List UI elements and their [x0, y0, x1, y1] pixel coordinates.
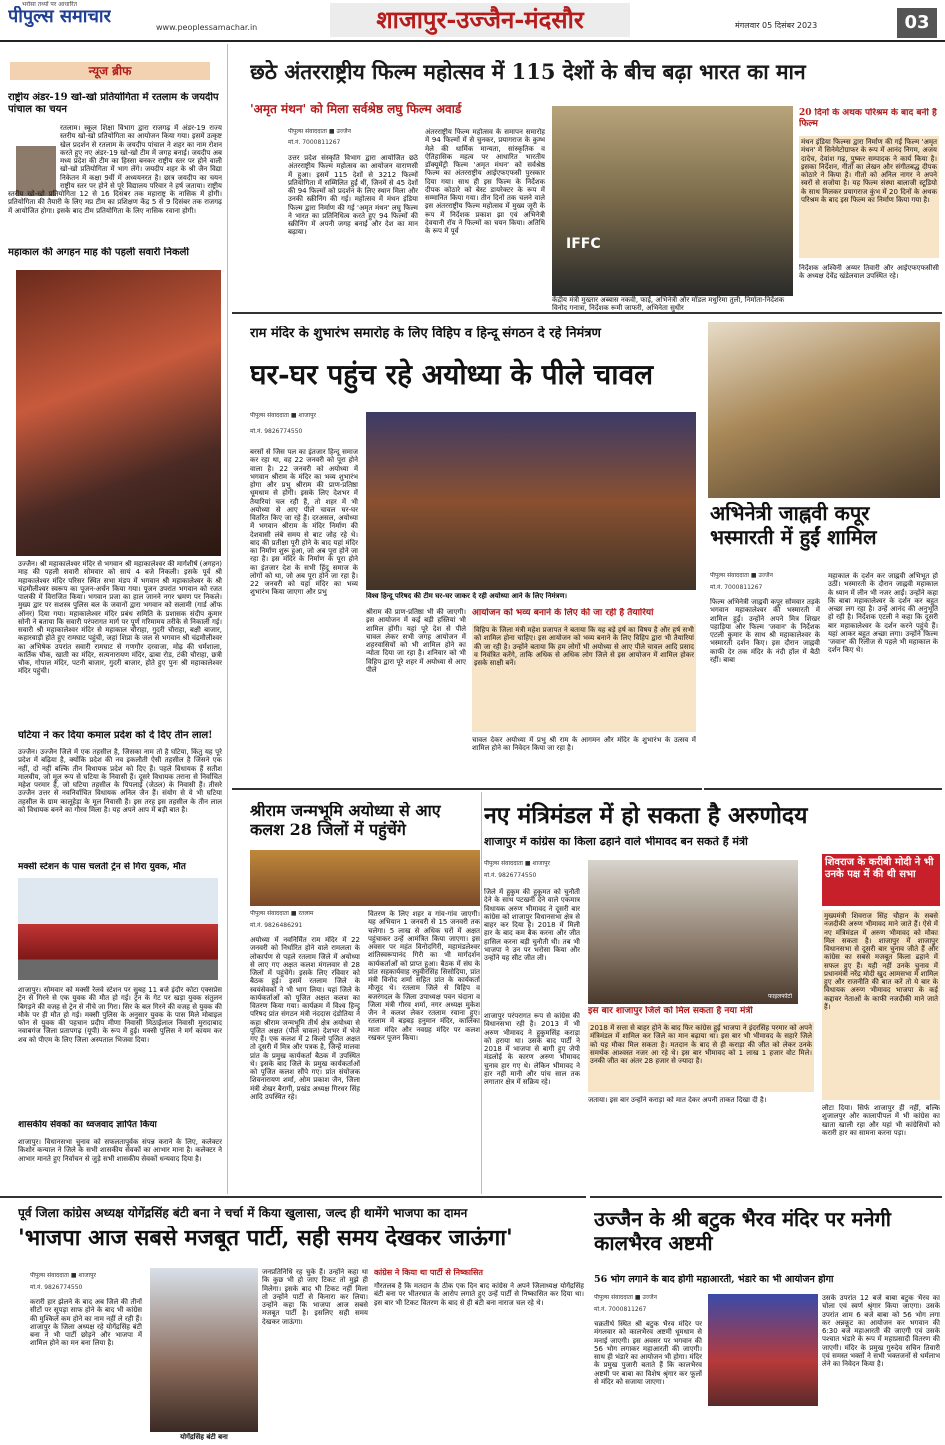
- bjp-story: [0, 1196, 586, 1445]
- bjp-mobile: मो.नं. 9826774550: [30, 1284, 83, 1291]
- batuk-mobile: मो.नं. 7000811267: [594, 1306, 647, 1313]
- ram-group-photo: [366, 412, 696, 590]
- film-award-photo: [552, 106, 793, 296]
- kalash-mobile: मो.नं. 9826486291: [250, 922, 303, 929]
- batuk-story: [590, 1196, 942, 1445]
- brand-tagline: भरोसा तथ्यों पर आधारित: [22, 1, 77, 8]
- kho-headline: राष्ट्रीय अंडर-19 खो-खो प्रतियोगिता में रतलाम के जयदीप पांचाल का चयन: [8, 92, 219, 115]
- film-caption: केंद्रीय मंत्री मुख्तार अब्बास नकवी, फाईं, अभिनेत्री और मॉडल मधुरिमा तुली, निर्माता-निर्देशक विनोद गनात्रा, निर्देशक रूमी जाफरी, अभिनेता सुधीर: [552, 296, 785, 313]
- mantri-headline: नए मंत्रिमंडल में हो सकता है अरुणोदय: [484, 802, 808, 829]
- mantri-side-body: मुख्यमंत्री शिवराज सिंह चौहान के सबसे नजदीकी अरुण भीमावद माने जाते हैं। ऐसे में नए मंत्रिमंडल में अरुण भीमावद को मौका मिल सकता है। शाजापुर में शाजापुर विधानसभा से दूसरी बार चुनाव जीते हैं और कांग्रेस का सबसे मजबूत किला ढहाने में सफल हुए हैं। यही नहीं उनके चुनाव में प्रधानमंत्री नरेंद्र मोदी खुद आमसभा में शामिल हुए और राजनीति की बात करें तो ये बार के विधायक अरुण भीमावद भाजपा के कई कद्दावर नेताओं के काफी नजदीकी माने जाते हैं।: [822, 910, 940, 1100]
- batuk-col1: चक्रतीर्थ स्थित श्री बटुक भैरव मंदिर पर मंगलवार को कालभैरव अष्टमी धूमधाम से मनाई जाएगी। इस अवसर पर भगवान की 56 भोग लगाकर महाआरती की जाएगी। साथ ही भंडारे का आयोजन भी होगा। मंदिर के प्रमुख पुजारी बताते हैं कि कालभैरव अष्टमी पर बाबा का विशेष श्रृंगार कर फूलों से मंदिर को सजाया जाएगा।: [594, 1320, 702, 1386]
- page-number: 03: [897, 8, 937, 38]
- janhvi-photo: [708, 322, 940, 498]
- janhvi-col1: फिल्म अभिनेत्री जाह्नवी कपूर सोमवार तड़के भगवान महाकालेश्वर की भस्मारती में शामिल हुईं। उन्होंने अपने मित्र शिखर पहाड़िया और फिल्म 'जवान' के निर्देशक एटली कुमार के साथ श्री महाकालेश्वर के भस्मारती दर्शन किए। इस दौरान जाह्नवी काफी देर तक मंदिर के नंदी हॉल में बैठी रहीं। बाबा: [710, 598, 820, 664]
- janhvi-mobile: मो.नं. 7000811267: [710, 584, 763, 591]
- mantri-tail2: लौटा दिया। सिर्फ शाजापुर ही नहीं, बल्कि शुजालपुर और कालापीपल में भी कांग्रेस का खाता खाली रहा और यहां भी कांग्रेसियों को करारी हार का सामना करना पड़ा।: [822, 1104, 940, 1137]
- photo-credit: फाइलफोटो: [768, 992, 792, 1000]
- brand-logo: पीपुल्स समाचार: [8, 6, 111, 27]
- film-mobile: मो.नं. 7000811267: [288, 139, 341, 146]
- issue-date: मंगलवार 05 दिसंबर 2023: [735, 21, 818, 30]
- website-url[interactable]: www.peoplessamachar.in: [156, 23, 258, 32]
- batuk-subhead: 56 भोग लगाने के बाद होगी महाआरती, भंडारे का भी आयोजन होगा: [594, 1274, 834, 1285]
- mantri-tail1: जताया। इस बार उन्होंने कराड़ा को मात देकर अपनी ताकत दिखा दी है।: [588, 1096, 767, 1104]
- ghatiya-headline: घटिया ने कर दिया कमाल प्रदेश को दे दिए तीन लाल!: [18, 730, 213, 741]
- kalash-headline: श्रीराम जन्मभूमि अयोध्या से आए कलश 28 जिलों में पहुंचेंगे: [250, 802, 441, 839]
- kalash-col2: वितरण के लिए शहर व गांव-गांव जाएगी। यह अभियान 1 जनवरी से 15 जनवरी तक चलेगा। 5 लाख से अधिक घरों में अक्षत पहुंचाकर उन्हें आमंत्रित किया जाएगा। इस अवसर पर महंत विनोदगिरी, महामंडलेश्वर शांतिस्वरूपानंद गिरी का भी मार्गदर्शन कार्यकर्ताओं को प्राप्त हुआ। बैठक में संघ के प्रांत सहकार्यवाह रघुवीरसिंह सिसोदिया, प्रांत मंत्री विनोद शर्मा सहित प्रांत के कार्यकर्ता मौजूद थे। रतलाम जिले से विहिप व बजरंगदल के जिला उपाध्यक्ष पवन चंदाना व जिला मंत्री गौरव शर्मा, नगर अध्यक्ष मुकेश जैन ने कलश लेकर रतलाम रवाना हुए। रतलाम में बड़बड़ हनुमान मंदिर, कालिका माता मंदिर और नवग्रह मंदिर पर कलश रखकर पूजन किया।: [368, 910, 480, 1042]
- batuk-byline: पीपुल्स संवाददाता ■ उज्जैन: [594, 1294, 657, 1301]
- banti-caption: योगेंद्रसिंह बंटी बना: [180, 1433, 228, 1441]
- ram-subhead: आयोजन को भव्य बनाने के लिए की जा रही है तैयारियां: [472, 608, 654, 618]
- ram-byline: पीपुल्स संवाददाता ■ शाजापुर: [250, 412, 316, 419]
- iffc-logo-text: IFFC: [566, 236, 601, 252]
- batuk-headline: उज्जैन के श्री बटुक भैरव मंदिर पर मनेगी कालभैरव अष्टमी: [594, 1208, 891, 1255]
- mantri-col1: जिले में हुकुम की हुकूमत को चुनौती देने के साथ पटखनी देने वाले एकमात्र विधायक अरुण भीमावद ने दूसरी बार कांग्रेस को शाजापुर विधानसभा क्षेत्र से बाहर कर दिया है। 2018 में मिली हार के बाद कम बैक करना और जीत हासिल करना बड़ी चुनौती थी। तब भी भाजपा ने उन पर भरोसा किया और उन्होंने यह सीट जीत ली।: [484, 888, 580, 962]
- ram-story: [232, 316, 702, 790]
- film-col2: अंतरराष्ट्रीय फिल्म महोत्सव के समापन समारोह में 94 फिल्मों में से चुनकर, प्रयागराज के कुम्भ मेले की धार्मिक मान्यता, सांस्कृतिक व ऐतिहासिक महत्व पर आधारित भारतीय डॉक्यूमेंट्री फिल्म 'अमृत मंथन' को सर्वश्रेष्ठ फिल्म का अंतरराष्ट्रीय आईएफएफसी पुरस्कार दिया गया। साथ ही इस फिल्म के निर्देशक दीपक कोठारे को बेस्ट डायरेक्टर के रूप में सम्मानित किया गया। तीन दिनों तक चलने वाले इस अंतरराष्ट्रीय फिल्म महोत्सव में मुख्य जूरी के रूप में निर्देशक प्रकाश झा एवं अभिनेत्री देवयानी रॉय ने फिल्मों का चयन किया। अतिथि के रूप में पूर्व: [425, 128, 545, 235]
- janhvi-col2: महाकाल के दर्शन कर जाह्नवी अभिभूत हो उठीं। भस्मारती के दौरान जाह्नवी महाकाल के ध्यान में लीन भी नजर आईं। उन्होंने कहा कि बाबा महाकालेश्वर के दर्शन कर बहुत अच्छा लग रहा है। उन्हें आनंद की अनुभूति हो रही है। निर्देशक एटली ने कहा कि दूसरी बार महाकालेश्वर के दर्शन करने पहुंचे हैं। यहां आकर बहुत अच्छा लगा। उन्होंने फिल्म 'जवान' की रिलीज से पहले भी महाकाल के दर्शन किए थे।: [828, 572, 938, 655]
- kalash-col1: अयोध्या में नवनिर्मित राम मंदिर में 22 जनवरी को निर्धारित होने वाले रामलला के लोकार्पण से पहले रतलाम जिले में अयोध्या से लाए गए अक्षत कलश मंगलवार से 28 जिलों में पहुंचेंगे। इसके लिए रविवार को बैठक हुई। इसमें रतलाम जिले के स्वयंसेवकों ने भी भाग लिया। यहां जिले के कार्यकर्ताओं को पूजित अक्षत कलश का वितरण किया गया। कार्यक्रम में विश्व हिन्दू परिषद प्रांत संगठन मंत्री नंददास दंडोतिया ने कहा श्रीराम जन्मभूमि तीर्थ क्षेत्र अयोध्या से पूजित अक्षत (पीले चावल) देशभर में भेजे गए हैं। एक कलश में 2 किलो पूजित अक्षत तो दूसरी में मित्र और पत्रक है, जिन्हें मालवा प्रांत के प्रमुख कार्यकर्ता बैठक में उपस्थित थे। इसके बाद जिले के प्रमुख कार्यकर्ताओं को पूजित कलश सौंपे गए। प्रांत संयोजक शिवनारायण शर्मा, ओम प्रकाश जैन, जिला मंत्री शेखर बैरागी, प्रखंड अध्यक्ष गिरधर सिंह आदि उपस्थित रहे।: [250, 936, 360, 1101]
- mantri-photo: [588, 860, 798, 1004]
- train-photo: [18, 878, 218, 980]
- mantri-col2: शाजापुर परंपरागत रूप से कांग्रेस की विधानसभा रही है। 2013 में भी अरुण भीमावद ने हुकुमसिंह कराड़ा को हराया था। उसके बाद पार्टी ने 2018 में भाजपा से बागी हुए जेपी मंडलोई के कारण अरुण भीमावद चुनाव हार गए थे। लेकिन भीमावद ने हार नहीं मानी और पांच साल तक लगातार क्षेत्र में सक्रिय रहे।: [484, 1012, 580, 1086]
- mantri-bar-head: इस बार शाजापुर जिले को मिल सकता है नया मंत्री: [588, 1006, 753, 1016]
- mahakal-body: उज्जैन। श्री महाकालेश्वर मंदिर से भगवान श्री महाकालेश्वर की मार्गशीर्ष (अगहन) माह की पहली सवारी सोमवार को सायं 4 बजे निकली। इसके पूर्व श्री महाकालेश्वर मंदिर परिसर स्थित सभा मंडप में भगवान श्री महाकालेश्वर के श्री चंद्रमौलीश्वर स्वरूप का पूजन-अर्चन किया गया। पूजन उपरांत भगवान को रजत पालकी में विराजित किया। भगवान प्रजा का हाल जानने नगर भ्रमण पर निकले। मुख्य द्वार पर सशस्त्र पुलिस बल के जवानों द्वारा भगवान को सलामी (गार्ड ऑफ ऑनर) दिया गया। महाकालेश्वर मंदिर प्रबंध समिति के प्रशासक संदीप कुमार सोनी ने बताया कि सवारी परंपरागत मार्ग पर पूर्ण गरिमामय तरीके से निकाली गई। सवारी श्री महाकालेश्वर मंदिर से महाकाल चौराहा, गुदरी चौराहा, बक्षी बाजार, कहारवाड़ी होते हुए रामघाट पहुंची, जहां शिप्रा के जल से भगवान श्री चंद्रमौलीश्वर का अभिषेक उपरांत सवारी रामघाट से गणगौर दरवाजा, मोढ़ की धर्मशाला, कार्तिक चौक, खाती का मंदिर, सत्यनारायण मंदिर, ढाबा रोड, टंकी चौराहा, छत्री चौक, गोपाल मंदिर, पटनी बाजार, गुदरी बाजार, होते हुए पुनः श्री महाकालेश्वर मंदिर पहुंची।: [18, 560, 222, 676]
- ram-col1: बरसों से जिस पल का इंतजार हिन्दू समाज कर रहा था, वह 22 जनवरी को पूरा होने वाला है। 22 जनवरी को अयोध्या में भगवान श्रीराम के मंदिर का भव्य शुभारंभ होगा और प्रभु श्रीराम की प्राण-प्रतिष्ठा धूमधाम से होगी। इसके लिए देशभर में तैयारियां चल रही हैं, तो शहर में भी अयोध्या से आए पीले चावल घर-घर वितरित किए जा रहे हैं। दरअसल, अयोध्या में भगवान श्रीराम के मंदिर निर्माण की देशवासी लंबे समय से बाट जोह रहे थे। बाद की प्रतीक्षा पूरी होने के बाद यहां मंदिर का निर्माण शुरू हुआ, जो अब पूरा होने जा रहा है। इस मंदिर के निर्माण के पूरा होने का इंतजार देश के सभी हिंदू समाज के लोगों को था, जो अब पूरा होने जा रहा है। 22 जनवरी को यहां मंदिर का भव्य शुभारंभ किया जाएगा और प्रभु: [250, 448, 358, 597]
- mahakal-headline: महाकाल की अगहन माह की पहली सवारी निकली: [8, 247, 189, 258]
- mantri-story: [484, 792, 942, 1194]
- ram-col2: श्रीराम की प्राण-प्रतिष्ठा भी की जाएगी। इस आयोजन में कई बड़ी हस्तियां भी शामिल होंगी। यहां पूरे देश से पीले चावल लेकर सभी जगह आयोजन में शहरवासियों को भी शामिल होने का न्योता दिया जा रहा है। शनिवार को भी विहिप द्वारा पूरे शहर में अयोध्या से आए पीले: [366, 608, 466, 674]
- ram-kicker: राम मंदिर के शुभारंभ समारोह के लिए विहिप व हिन्दू संगठन दे रहे निमंत्रण: [250, 326, 601, 341]
- janhvi-story: [704, 316, 942, 790]
- bjp-col1: करारी हार झेलने के बाद अब जिले की तीनों सीटों पर सूपड़ा साफ होने के बाद भी कांग्रेस की मुश्किलें कम होने का नाम नहीं ले रही हैं। शाजापुर के जिला अध्यक्ष रहे योगेंद्रसिंह बंटी बना ने भी पार्टी छोड़ने और भाजपा में शामिल होने का मन बना लिया है।: [30, 1298, 142, 1348]
- kho-body: रतलाम। स्कूल शिक्षा विभाग द्वारा राजगढ़ में अंडर-19 राज्य स्तरीय खो-खो प्रतियोगिता का आयोजन किया गया। इसमें उत्कृष्ट खेल प्रदर्शन से रतलाम के जयदीप पांचाल ने शहर का नाम रोशन करते हुए नए अंडर-19 खो-खो टीम में जगह बनाई। जयदीप अब मध्य प्रदेश की टीम का हिस्सा बनकर राष्ट्रीय स्तर पर होने वाली खो-खो प्रतियोगिता में भाग लेंगे। जयदीप शहर के श्री जैन विद्या निकेतन में कक्षा 9वीं में अध्ययनरत है। छात्र जयदीप का चयन राष्ट्रीय स्तर पर होने से पूरे विद्यालय परिवार ने हर्ष जताया। राष्ट्रीय स्तरीय खो-खो प्रतियोगिता 12 से 16 दिसंबर तक महाराष्ट्र के नासिक में होगी। प्रतियोगिता की तैयारी के लिए मप्र टीम का प्रशिक्षण केंद्र 5 से 9 दिसंबर तक राजगढ़ में आयोजित होगा। इसके बाद टीम प्रतियोगिता के लिए नासिक रवाना होगी।: [8, 124, 222, 215]
- janhvi-headline: अभिनेत्री जाह्नवी कपूर भस्मारती में हुईं शामिल: [710, 502, 877, 549]
- bjp-kicker: पूर्व जिला कांग्रेस अध्यक्ष योगेंद्रसिंह बंटी बना ने चर्चा में किया खुलासा, जल्द ही थामेंगे भाजपा का दामन: [18, 1206, 468, 1220]
- left-column: [0, 44, 228, 1194]
- mantri-subhead: शाजापुर में कांग्रेस का किला ढहाने वाले भीमावद बन सकते हैं मंत्री: [484, 836, 748, 848]
- film-side-body: मंथन इंडिया फिल्म्स द्वारा निर्माण की गई फिल्म 'अमृत मंथन' में सिनेमेटोग्राफर के रूप में आनंद निगम, अजय दादेच, देवांश गढ़, पुष्कर सम्पादक ने कार्य किया है। इसका निर्देशन, गीतों का लेखन और संगीतबद्ध दीपक कोठारे ने किया है। गीतों को अनिल नागर ने अपने स्वरों से सजोया है। यह फिल्म संस्था बालाजी स्टूडियो के साथ मिलकर प्रयागराज कुंभ में 20 दिनों के अथक परिश्रम के बाद इस फिल्म का निर्माण किया गया है।: [799, 136, 939, 258]
- film-col1: उत्तर प्रदेश संस्कृति विभाग द्वारा आयोजित छठे अंतरराष्ट्रीय फिल्म महोत्सव का आयोजन वाराणसी में हुआ। इसमें 115 देशों से 3212 फिल्मों प्रतियोगिता में सम्मिलित हुईं थीं, जिनमें से 45 देशों की 94 फिल्मों को प्रदर्शन के लिए स्थान मिला और उनकी स्क्रीनिंग की गई। महोत्सव में मंथन इंडिया फिल्म द्वारा निर्माण की गई 'अमृत मंथन' लघु फिल्म ने भारत का प्रतिनिधित्व करते हुए 94 फिल्मों की स्क्रीनिंग में अपनी जगह बनाई और देश का मान बढ़ाया।: [288, 154, 418, 237]
- bjp-col3: गौरतलब है कि मतदान के ठीक एक दिन बाद कांग्रेस ने अपने जिलाध्यक्ष योगेंद्रसिंह बंटी बना पर भीतरघात के आरोप लगाते हुए उन्हें पार्टी से निष्कासित कर दिया था। इस बार भी टिकट वितरण के बाद से ही बंटी बना नाराज चल रहे थे।: [374, 1282, 584, 1307]
- film-side-tail: निर्देशक अश्विनी अय्यर तिवारी और आईएफएफसीसी के अध्यक्ष देवेंद्र खंडेलवाल उपस्थित रहे।: [799, 264, 939, 281]
- mantri-byline: पीपुल्स संवाददाता ■ शाजापुर: [484, 860, 550, 867]
- mantri-mobile: मो.नं. 9826774550: [484, 872, 537, 879]
- ram-mobile: मो.नं. 9826774550: [250, 428, 303, 435]
- batuk-bhairav-photo: [708, 1294, 818, 1406]
- ram-col3: विहिप के जिला मंत्री महेश प्रजापत ने बताया कि यह बड़े हर्ष का विषय है और हर्ष सभी को शामिल होना चाहिए। इस आयोजन को भव्य बनाने के लिए विहिप द्वारा भी तैयारियां की जा रही है। उन्होंने बताया कि हम लोगों भी अयोध्या से आए पीले चावल आदि प्रसाद व निवंत्रित करेंगे, ताकि अधिक से अधिक लोग जिले से इस आयोजन में शामिल होकर इसके साक्षी बनें।: [472, 624, 696, 732]
- ram-col4: चावल देकर अयोध्या में प्रभु श्री राम के आगमन और मंदिर के शुभारंभ के उत्सव में शामिल होने का निवेदन किया जा रहा है।: [472, 736, 696, 753]
- film-subhead: 'अमृत मंथन' को मिला सर्वश्रेष्ठ लघु फिल्म अवार्ड: [250, 102, 462, 116]
- janhvi-byline: पीपुल्स संवाददाता ■ उज्जैन: [710, 572, 773, 579]
- film-headline: छठे अंतरराष्ट्रीय फिल्म महोत्सव में 115 देशों के बीच बढ़ा भारत का मान: [250, 60, 806, 84]
- shikshak-body: शाजापुर। विधानसभा चुनाव को सफलतापूर्वक संपन्न कराने के लिए, कलेक्टर किशोर कन्याल ने जिले के सभी शासकीय सेवकों का आभार माना है। कलेक्टर ने आभार मानते हुए निर्वाचन से जुड़े सभी शासकीय सेवकों धन्यवाद दिया है।: [18, 1138, 222, 1163]
- bjp-col2: जनप्रतिनिधि रह चुके हैं। उन्होंने कहा था कि कुछ भी हो जाए टिकट तो मुझे ही मिलेगा। इसके बाद भी टिकट नहीं मिला तो उन्होंने पार्टी से किनारा कर लिया। उन्होंने कहा कि भाजपा आज सबसे मजबूत पार्टी है। इसलिए सही समय देखकर जाऊंगा।: [262, 1268, 368, 1326]
- region-title: शाजापुर-उज्जैन-मंदसौर: [330, 3, 630, 37]
- film-byline: पीपुल्स संवाददाता ■ उज्जैन: [288, 128, 351, 135]
- ram-photo-caption: विश्व हिन्दू परिषद की टीम घर-घर जाकर दे रही अयोध्या आने के लिए निमंत्रण।: [366, 592, 568, 600]
- mantri-bar-body: 2018 में सत्ता से बाहर होने के बाद फिर कांग्रेस हुई भाजपा ने इंदरसिंह परमार को अपने मंत्रिमंडल में शामिल कर जिले का मान बढ़ाया था। इस बार भी भीमावद के सहारे जिले को यह मौका मिल सकता है। मतदान के बाद से ही कराड़ा की जीत को लेकर उनके समर्थक आश्वस्त नजर आ रहे थे। इस बार भीमावद को 1 लाख 1 हजार वोट मिले। उनकी जीत का अंतर 28 हजार से ज्यादा है।: [588, 1022, 814, 1092]
- ghatiya-body: उज्जैन। उज्जैन जिले में एक तहसील है, जिसका नाम तो है घटिया, किंतु यह पूरे प्रदेश में बढ़िया है, क्योंकि प्रदेश की नव इकलौती ऐसी तहसील है जिसने एक नहीं, दो नहीं बल्कि तीन विधायक प्रदेश को दिए हैं। पहले विधायक हैं सतीश मालवीय, जो मूल रूप से घटिया के निवासी हैं। दूसरे विधायक तराना से निर्वाचित महेश परमार हैं, जो घटिया तहसील के पिपलाई (जेठल) के निवासी हैं। तीसरे उज्जैन उत्तर से नवनिर्वाचित विधायक अनिल जैन हैं। संयोग से ये भी घटिया तहसील के ग्राम कालूहेड़ा के मूल निवासी हैं। इस तरह इस तहसील के तीन लाल को विधायक बनने का गौरव मिला है। यह अपने आप में बड़ी बात है।: [18, 748, 222, 814]
- mantri-side-head: शिवराज के करीबी मोदी ने भी उनके पक्ष में की थी सभा: [822, 854, 940, 906]
- train-body: शाजापुर। सोमवार को मक्सी रेलवे स्टेशन पर सुबह 11 बजे इंदौर कोटा एक्सप्रेस ट्रेन से गिरने से एक युवक की मौत हो गई। ट्रेन के गेट पर खड़ा युवक संतुलन बिगड़ने की वजह से ट्रेन से नीचे जा गिरा। सिर के बल गिरने की वजह से युवक की मौके पर ही मौत हो गई। मक्सी पुलिस के अनुसार युवक के पास मिले मोबाइल फोन से युवक की पहचान प्रदीप मीणा निवासी मिठाईलाल निवासी मुरादाबाद नवाबगंज जिला प्रतापगढ़ (यूपी) के रूप में हुई। मक्सी पुलिस ने मर्ग कायम कर शव को पीएम के लिए जिला अस्पताल भिजवा दिया।: [18, 986, 222, 1044]
- kalash-photo: [250, 850, 480, 906]
- masthead: [0, 0, 945, 42]
- bjp-byline: पीपुल्स संवाददाता ■ शाजापुर: [30, 1272, 96, 1279]
- news-brief-label: न्यूज ब्रीफ: [10, 62, 210, 80]
- banti-bana-photo: [150, 1268, 258, 1432]
- shikshak-headline: शासकीय सेवकों का ध्वजवाद ज्ञापित किया: [18, 1120, 157, 1130]
- bjp-headline: 'भाजपा आज सबसे मजबूत पार्टी, सही समय देखकर जाऊंगा': [18, 1226, 513, 1251]
- kalash-story: [232, 792, 482, 1194]
- film-story: [232, 44, 942, 314]
- film-side-head: 20 दिनों के अथक परिश्रम के बाद बनी है फिल्म: [799, 108, 937, 129]
- kalash-byline: पीपुल्स संवाददाता ■ रतलाम: [250, 910, 314, 917]
- train-headline: मक्सी स्टेशन के पास चलती ट्रेन से गिरा युवक, मौत: [18, 862, 186, 872]
- bjp-col3-head: कांग्रेस ने किया था पार्टी से निष्कासित: [374, 1268, 483, 1277]
- mahakal-photo: [16, 270, 221, 556]
- ram-headline: घर-घर पहुंच रहे अयोध्या के पीले चावल: [250, 358, 654, 391]
- batuk-col2: उसके उपरांत 12 बजे बाबा बटुक भैरव का चोला एवं स्वर्ण श्रृंगार किया जाएगा। उसके उपरांत शाम 6 बजे बाबा को 56 भोग लगा कर अन्नकूट का आयोजन कर भगवान की 6:30 बजे महाआरती की जाएगी एवं उसके पश्चात भंडारे के रूप में महाप्रसादी वितरण की जाएगी। मंदिर के प्रमुख गुरुदेव सचिन तिवारी एवं समस्त भक्तों ने सभी भक्तजनों से धर्मलाभ लेने का निवेदन किया है।: [822, 1294, 940, 1368]
